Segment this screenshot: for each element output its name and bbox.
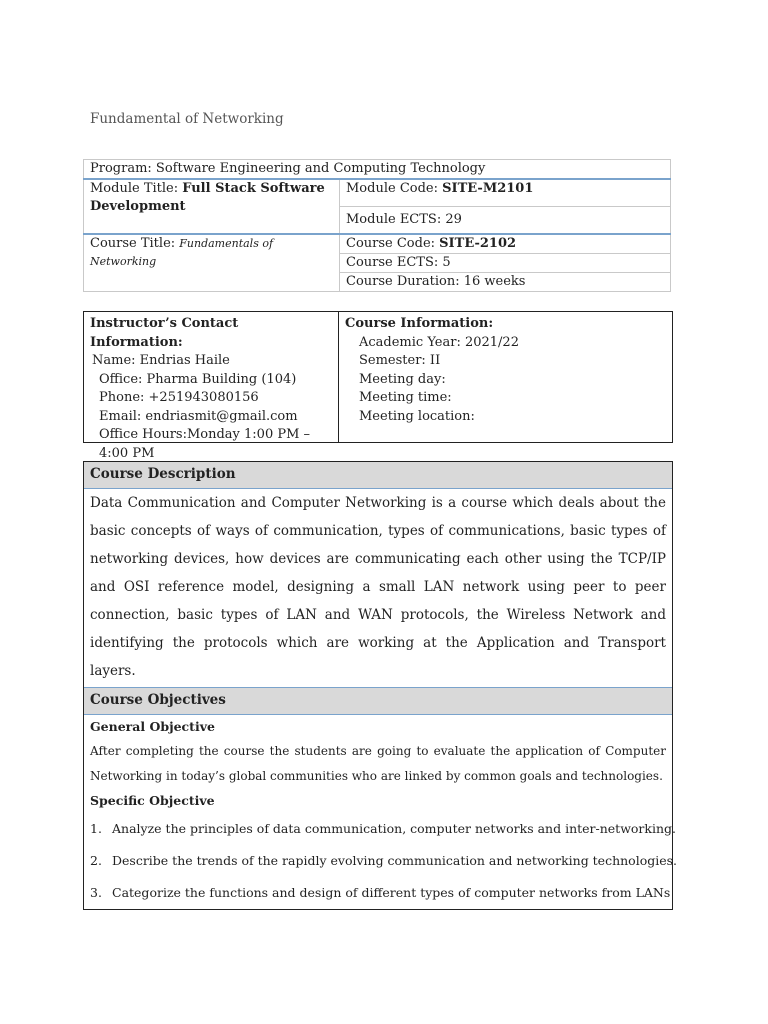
course-ects-value: 5: [442, 255, 451, 270]
general-objective-text: After completing the course the students are going to evaluate the application of Computer Networking in today’s global communities who are linked by common goals and technologies.: [90, 744, 666, 783]
instructor-phone: Phone: +251943080156: [99, 390, 259, 405]
instructor-heading: Instructor’s Contact Information:: [90, 316, 239, 350]
instructor-email[interactable]: Email: endriasmit@gmail.com: [99, 408, 298, 424]
program-cell: [84, 160, 671, 180]
program-table: [83, 159, 671, 292]
module-title-value: Full Stack Software Development: [90, 181, 325, 214]
meeting-location: Meeting location:: [359, 408, 475, 424]
module-title-label: Module Title:: [90, 181, 183, 196]
list-item: [90, 813, 677, 845]
list-item-text: Analyze the principles of data communication, computer networks and inter-networking.: [112, 821, 677, 836]
program-row: [84, 160, 671, 180]
course-duration-value: 16 weeks: [463, 274, 526, 289]
course-duration-cell: [340, 273, 671, 292]
document-title: Fundamental of Networking: [90, 111, 284, 127]
contact-info-box: [83, 311, 673, 461]
course-code-label: Course Code:: [346, 236, 440, 251]
instructor-office: Office: Pharma Building (104): [99, 371, 297, 387]
module-ects-label: Module ECTS:: [346, 212, 446, 227]
module-row: [84, 179, 671, 207]
course-objectives-heading: Course Objectives: [84, 688, 672, 715]
list-item-number: 1.: [90, 821, 102, 836]
course-ects-cell: [340, 254, 671, 273]
instructor-column: [84, 312, 339, 461]
instructor-office-hours: Office Hours:Monday 1:00 PM –: [99, 427, 311, 442]
specific-objective-heading: Specific Objective: [90, 793, 215, 808]
academic-year: Academic Year: 2021/22: [359, 334, 519, 350]
specific-objectives-list: [84, 813, 678, 909]
course-title-row: [84, 234, 671, 254]
module-title-cell: [84, 179, 340, 234]
course-ects-label: Course ECTS:: [346, 255, 443, 270]
course-description-section: [84, 489, 672, 688]
module-code-cell: [340, 179, 671, 207]
course-title-cell: [84, 234, 340, 292]
module-ects-value: 29: [445, 212, 462, 227]
program-value: Software Engineering and Computing Technology: [155, 161, 486, 176]
instructor-office-hours-cont: 4:00 PM: [99, 445, 155, 461]
course-code-cell: [340, 234, 671, 254]
course-description-heading: Course Description: [84, 462, 672, 489]
instructor-name: Name: Endrias Haile: [92, 353, 230, 368]
course-title-value: Fundamentals of Networking: [90, 237, 274, 268]
course-description-text: Data Communication and Computer Networking is a course which deals about the basic concepts of ways of communication, types of communications, basic types of networking devices, how devices are communicating each other using the TCP/IP and OSI reference model, designing a small LAN network using peer to peer connection, basic types of LAN and WAN protocols, the Wireless Network and identifying the protocols which are working at the Application and Transport layers.: [90, 495, 666, 679]
course-info-heading: Course Information:: [345, 316, 494, 331]
course-duration-label: Course Duration:: [346, 274, 464, 289]
module-code-label: Module Code:: [346, 181, 443, 196]
course-info-column: [339, 312, 672, 442]
course-title-label: Course Title:: [90, 236, 180, 251]
course-details-box: [83, 461, 678, 910]
general-objective-heading: General Objective: [90, 719, 215, 734]
course-code-value: SITE-2102: [439, 236, 517, 251]
semester: Semester: II: [359, 353, 441, 368]
list-item: [90, 877, 671, 909]
program-label: Program:: [90, 161, 156, 176]
list-item-text: Describe the trends of the rapidly evolving communication and networking technologies.: [112, 853, 678, 868]
list-item: [90, 845, 678, 877]
module-code-value: SITE-M2101: [442, 181, 534, 196]
meeting-time: Meeting time:: [359, 390, 452, 405]
list-item-text: Categorize the functions and design of different types of computer networks from LANs: [112, 885, 671, 900]
meeting-day: Meeting day:: [359, 371, 446, 387]
module-ects-cell: [340, 207, 671, 235]
list-item-number: 3.: [90, 885, 102, 900]
list-item-number: 2.: [90, 853, 102, 868]
